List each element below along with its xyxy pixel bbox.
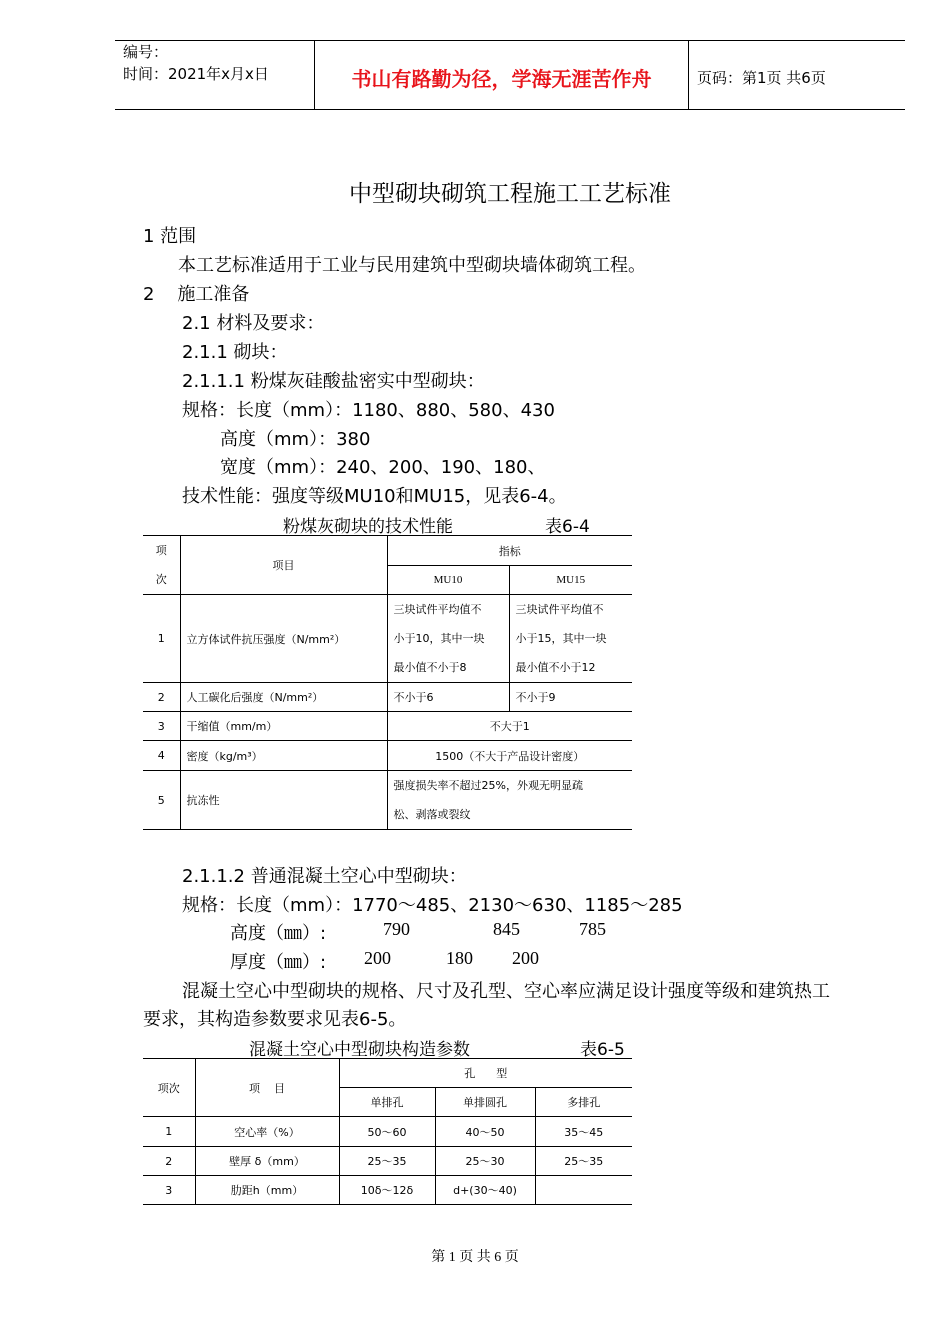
table1-header-item: 项目: [180, 536, 387, 595]
paragraph-line-1: 混凝土空心中型砌块的规格、尺寸及孔型、空心率应满足设计强度等级和建筑热工: [182, 981, 830, 1002]
table1-cell-mu15: 三块试件平均值不 小于15，其中一块 最小值不小于12: [509, 595, 632, 683]
table-6-5: [143, 1058, 632, 1205]
table1-header-index: 项 次: [143, 536, 180, 595]
header-page-info: 页码：第1页 共6页: [697, 68, 826, 87]
spec-thick-2-val: 200: [364, 948, 391, 968]
section-2-1-heading: 2.1 材料及要求：: [182, 313, 325, 334]
page-header: [115, 40, 905, 110]
section-1-heading: 1 范围: [143, 226, 197, 247]
document-title: 中型砌块砌筑工程施工工艺标准: [349, 181, 671, 207]
section-2-heading: 2 施工准备: [143, 284, 250, 305]
header-motto: 书山有路勤为径，学海无涯苦作舟: [315, 41, 689, 109]
table-row: 1 空心率（%） 50～60 40～50 35～45: [143, 1117, 632, 1147]
table-row: 5 抗冻性 强度损失率不超过25%，外观无明显疏 松、剥落或裂纹: [143, 771, 632, 830]
table1-header-index-group: 指标: [387, 536, 632, 566]
section-2-1-1-1-heading: 2.1.1.1 粉煤灰硅酸盐密实中型砌块：: [182, 371, 485, 392]
paragraph-line-2: 要求，其构造参数要求见表6-5。: [143, 1009, 407, 1030]
spec-height-2-val: 790: [383, 919, 410, 939]
table2-header-col: 单排孔: [339, 1088, 435, 1117]
spec-thick-2-val: 180: [446, 948, 473, 968]
table-row: 2 壁厚 δ（mm） 25～35 25～30 25～35: [143, 1147, 632, 1176]
table2-header-item: 项 目: [195, 1059, 339, 1117]
table1-cell-mu10: 三块试件平均值不 小于10，其中一块 最小值不小于8: [387, 595, 509, 683]
table1-header-mu15: MU15: [509, 566, 632, 595]
table2-header-index: 项次: [143, 1059, 195, 1117]
spec-length-1: 规格：长度（mm）：1180、880、580、430: [182, 400, 555, 421]
table2-caption: 混凝土空心中型砌块构造参数: [249, 1040, 470, 1060]
table2-tag: 表6-5: [580, 1040, 625, 1060]
number-label: 编号：: [123, 43, 169, 61]
page-footer: 第 1 页 共 6 页: [431, 1250, 519, 1265]
time-label: 时间：2021年x月x日: [123, 65, 269, 83]
table1-caption: 粉煤灰砌块的技术性能: [283, 517, 453, 537]
table-row: 3 干缩值（mm/m） 不大于1: [143, 712, 632, 741]
table2-header-hole: 孔 型: [339, 1059, 632, 1088]
section-2-1-1-2-heading: 2.1.1.2 普通混凝土空心中型砌块：: [182, 866, 467, 887]
table1-tag: 表6-4: [545, 517, 590, 537]
spec-height-1: 高度（mm）：380: [220, 429, 371, 450]
spec-height-2-val: 845: [493, 919, 520, 939]
table2-header-col: 多排孔: [535, 1088, 632, 1117]
header-meta: [115, 41, 315, 109]
spec-width-1: 宽度（mm）：240、200、190、180、: [220, 457, 546, 478]
spec-thick-2-val: 200: [512, 948, 539, 968]
section-1-text: 本工艺标准适用于工业与民用建筑中型砌块墙体砌筑工程。: [178, 255, 646, 276]
table1-header-mu10: MU10: [387, 566, 509, 595]
spec-height-2-val: 785: [579, 919, 606, 939]
table-row: 2 人工碳化后强度（N/mm²） 不小于6 不小于9: [143, 683, 632, 712]
spec-length-2: 规格：长度（mm）：1770～485、2130～630、1185～285: [182, 895, 683, 916]
tech-performance: 技术性能：强度等级MU10和MU15，见表6-4。: [182, 486, 567, 507]
table-6-4: [143, 535, 632, 830]
table2-header-col: 单排圆孔: [435, 1088, 535, 1117]
spec-height-2-label: 高度（㎜）:: [230, 923, 327, 944]
table-row: 4 密度（kg/m³） 1500（不大于产品设计密度）: [143, 741, 632, 771]
section-2-1-1-heading: 2.1.1 砌块：: [182, 342, 288, 363]
table-row: 1 立方体试件抗压强度（N/mm²） 三块试件平均值不 小于10，其中一块 最小值不小于8 三块试件平均值不 小于15，其中一块 最小值不小于12: [143, 595, 632, 683]
table-row: 3 肋距h（mm） 10δ～12δ d+(30～40): [143, 1176, 632, 1205]
spec-thick-2-label: 厚度（㎜）:: [230, 952, 327, 973]
